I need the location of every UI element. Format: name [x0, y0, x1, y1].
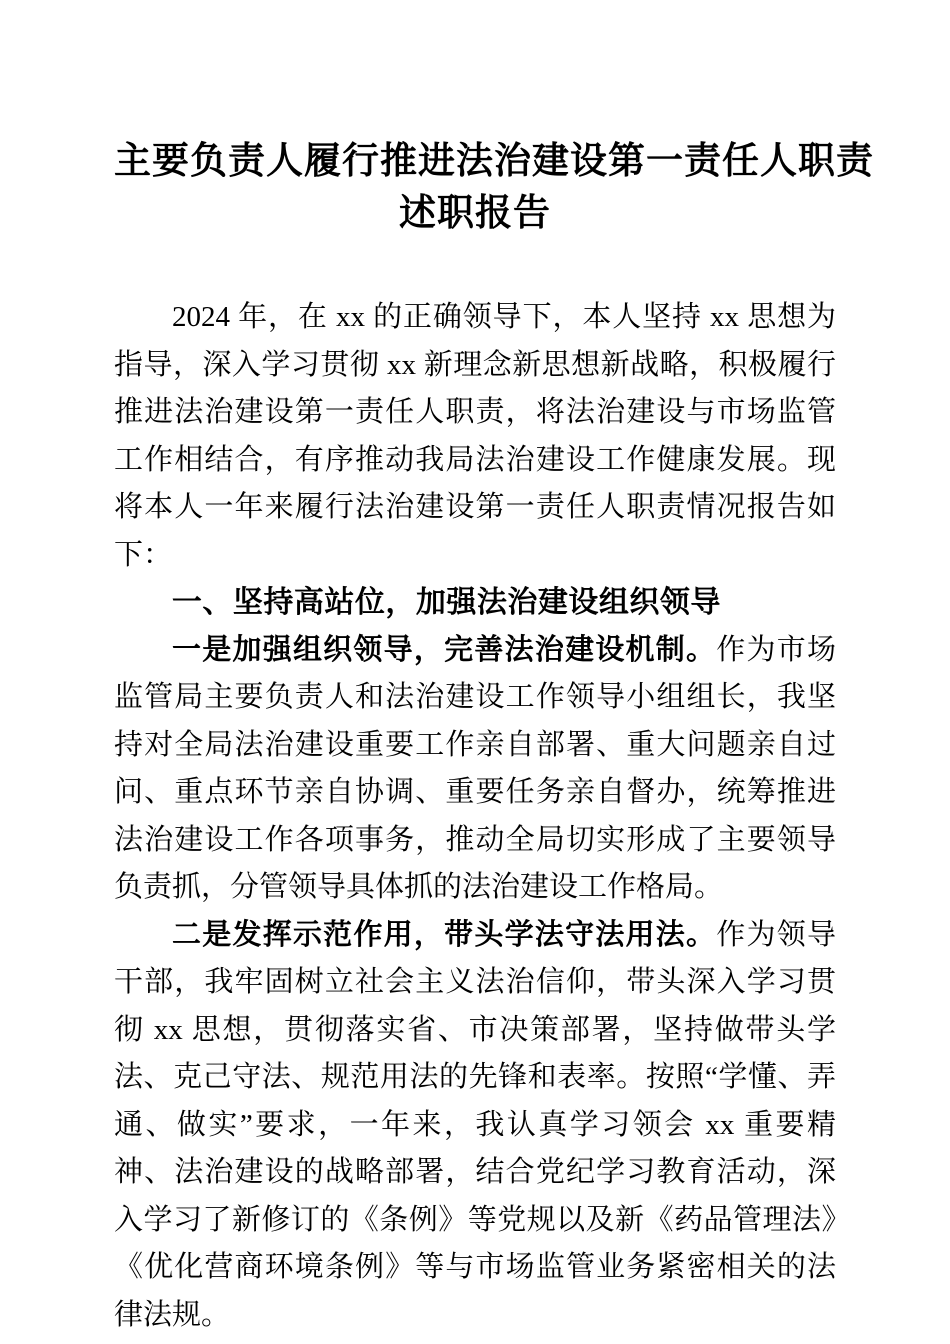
document-title-line-1: 主要负责人履行推进法治建设第一责任人职责	[114, 141, 874, 182]
paragraph-2-text: 作为领导干部，我牢固树立社会主义法治信仰，带头深入学习贯彻 xx 思想，贯彻落实省、市决策部署，坚持做带头学法、克己守法、规范用法的先锋和表率。按照“学懂、弄通、做实”要求，一年来，我认真学习领会 xx 重要精神、法治建设的战略部署，结合党纪学习教育活动，深入学习了新修订的《条例》等党规以及新《药品管理法》《优化营商环境条例》等与市场监管业务紧密相关的法律法规。	[114, 918, 836, 1331]
document-body	[114, 294, 836, 1339]
section-1-heading: 一、坚持高站位，加强法治建设组织领导	[171, 586, 721, 619]
section-1-paragraph-1	[114, 627, 836, 912]
paragraph-2-lead: 二是发挥示范作用，带头学法守法用法。	[172, 918, 717, 951]
document-title-line-2: 述职报告	[399, 193, 551, 234]
intro-paragraph: 2024 年，在 xx 的正确领导下，本人坚持 xx 思想为指导，深入学习贯彻 xx 新理念新思想新战略，积极履行推进法治建设第一责任人职责，将法治建设与市场监管工作相结合，有序推动我局法治建设工作健康发展。现将本人一年来履行法治建设第一责任人职责情况报告如下：	[114, 301, 836, 571]
paragraph-1-lead: 一是加强组织领导，完善法治建设机制。	[172, 633, 717, 666]
document-title	[114, 136, 874, 240]
section-1-paragraph-2	[114, 912, 836, 1340]
paragraph-1-text: 作为市场监管局主要负责人和法治建设工作领导小组组长，我坚持对全局法治建设重要工作亲自部署、重大问题亲自过问、重点环节亲自协调、重要任务亲自督办，统筹推进法治建设工作各项事务，推动全局切实形成了主要领导负责抓，分管领导具体抓的法治建设工作格局。	[114, 633, 836, 903]
